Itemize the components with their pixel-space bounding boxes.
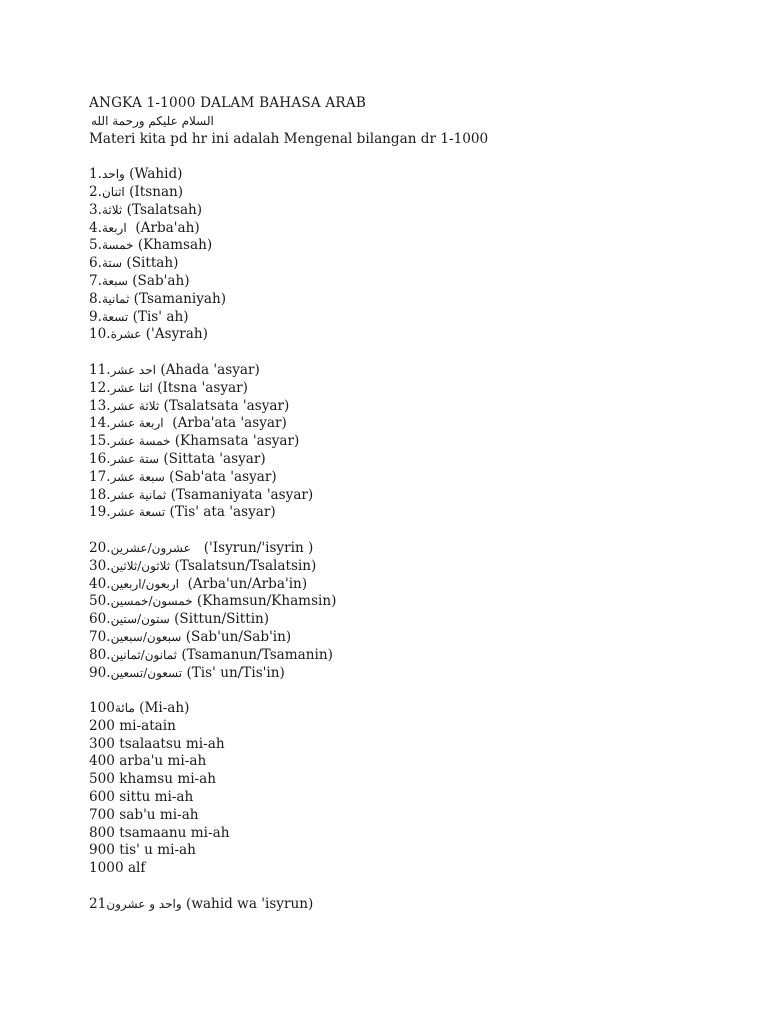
arabic-word: سبعة عشر [110,469,165,484]
list-item [89,771,729,789]
transliteration: (Sittun/Sittin) [174,611,270,628]
list-item [89,451,729,469]
arabic-word: ثلاثون/ثلاثين [110,558,171,573]
number-label: 20. [89,539,111,556]
number-label: 30. [89,557,111,574]
arabic-word: ثمانية [101,291,130,306]
arabic-word: واحد و عشرون [106,896,182,911]
list-item [89,273,729,291]
transliteration: (Wahid) [129,166,183,183]
document-title: ANGKA 1-1000 DALAM BAHASA ARAB [89,95,367,111]
arabic-word: سبعة [101,273,128,288]
list-item [89,380,729,398]
arabic-word: خمسون/خمسين [110,594,193,609]
section-gap [89,878,729,896]
list-item [89,558,729,576]
transliteration: (Sittah) [126,255,179,272]
list-item [89,629,729,647]
arabic-word: اربعون/اربعين [110,576,179,591]
arabic-word: خمسة عشر [110,434,171,449]
number-label: 5. [89,237,102,254]
transliteration: (Ahada 'asyar) [160,361,260,378]
document-content [89,95,729,914]
number-label: 15. [89,433,111,450]
number-label: 80. [89,646,111,663]
list-item [89,700,729,718]
number-label: 3. [89,201,102,218]
list-item [89,842,729,860]
list-item [89,504,729,522]
transliteration: (Tis' un/Tis'in) [186,664,285,681]
transliteration: mi-atain [119,717,176,734]
transliteration: (Mi-ah) [139,700,190,717]
list-item [89,469,729,487]
number-section [89,700,729,878]
arabic-word: ثمانية عشر [110,487,167,502]
transliteration: tis' u mi-ah [119,842,196,859]
transliteration: (Tsalatsah) [126,201,203,218]
transliteration: (Tsalatsun/Tsalatsin) [174,557,317,574]
arabic-word: اربعة [101,220,127,235]
list-item [89,326,729,344]
arabic-word: اربعة عشر [110,416,164,431]
list-item [89,665,729,683]
arabic-word: تسعة عشر [110,505,166,520]
list-item [89,362,729,380]
list-item [89,202,729,220]
transliteration: sab'u mi-ah [119,806,199,823]
list-item [89,540,729,558]
intro-text: Materi kita pd hr ini adalah Mengenal bilangan dr 1-1000 [89,130,489,147]
number-label: 12. [89,379,111,396]
number-label: 7. [89,272,102,289]
list-item [89,736,729,754]
number-label: 800 [89,824,115,841]
number-section [89,540,729,682]
number-label: 6. [89,255,102,272]
number-label: 14. [89,415,111,432]
number-label: 70. [89,628,111,645]
number-label: 1000 [89,860,124,877]
transliteration: (Sab'un/Sab'in) [185,628,292,645]
transliteration: ('Isyrun/'isyrin ) [195,539,314,556]
arabic-word: تسعون/تسعين [110,665,183,680]
list-item [89,860,729,878]
arabic-word: عشرون/عشرين [110,540,191,555]
number-label: 4. [89,219,102,236]
arabic-word: ثمانون/ثمانين [110,647,177,662]
number-label: 9. [89,308,102,325]
number-label: 2. [89,183,102,200]
transliteration: (Sittata 'asyar) [163,450,266,467]
number-section [89,362,729,522]
transliteration: (Tsalatsata 'asyar) [163,397,290,414]
number-label: 50. [89,593,111,610]
arabic-word: ستة [101,256,123,271]
arabic-word: خمسة [101,238,134,253]
number-label: 40. [89,575,111,592]
transliteration: alf [127,860,146,877]
number-label: 18. [89,486,111,503]
list-item [89,487,729,505]
number-label: 60. [89,611,111,628]
number-label: 500 [89,771,115,788]
section-gap [89,522,729,540]
section-gap [89,682,729,700]
transliteration: (Khamsun/Khamsin) [196,593,337,610]
transliteration: (Tsamaniyata 'asyar) [170,486,314,503]
transliteration: (Tis' ata 'asyar) [169,504,276,521]
number-label: 200 [89,717,115,734]
list-item [89,576,729,594]
arabic-word: سبعون/سبعين [110,629,182,644]
transliteration: arba'u mi-ah [119,753,207,770]
number-label: 11. [89,361,111,378]
number-label: 10. [89,326,111,343]
arabic-word: اثنان [101,184,125,199]
transliteration: (Sab'ata 'asyar) [169,468,277,485]
arabic-word: احد عشر [110,362,156,377]
number-label: 100 [89,700,115,717]
list-item [89,415,729,433]
list-item [89,647,729,665]
transliteration: khamsu mi-ah [119,771,217,788]
number-label: 600 [89,789,115,806]
section-gap [89,148,729,166]
transliteration: (Arba'ah) [131,219,200,236]
list-item [89,220,729,238]
number-label: 17. [89,468,111,485]
list-item [89,807,729,825]
number-list [89,148,729,913]
list-item [89,433,729,451]
transliteration: (Tsamaniyah) [133,290,227,307]
number-section [89,896,729,914]
transliteration: tsamaanu mi-ah [119,824,230,841]
transliteration: (Khamsah) [137,237,213,254]
arabic-word: عشرة [110,327,142,342]
number-label: 900 [89,842,115,859]
transliteration: (Sab'ah) [132,272,190,289]
transliteration: (Arba'ata 'asyar) [167,415,287,432]
transliteration: (Tsamanun/Tsamanin) [181,646,333,663]
list-item [89,753,729,771]
number-label: 19. [89,504,111,521]
list-item [89,896,729,914]
transliteration: tsalaatsu mi-ah [119,735,225,752]
transliteration: (Khamsata 'asyar) [174,433,300,450]
number-label: 1. [89,166,102,183]
list-item [89,825,729,843]
list-item [89,166,729,184]
number-label: 21 [89,895,107,912]
number-label: 16. [89,450,111,467]
salam-greeting: السلام عليكم ورحمة الله [91,113,214,128]
number-label: 300 [89,735,115,752]
transliteration: ('Asyrah) [145,326,208,343]
transliteration: (Arba'un/Arba'in) [183,575,308,592]
number-section [89,166,729,344]
section-gap [89,344,729,362]
arabic-word: مائة [114,701,135,716]
arabic-word: ثلاثة [101,202,123,217]
arabic-word: ستون/ستين [110,612,170,627]
transliteration: (Tis' ah) [132,308,189,325]
arabic-word: تسعة [101,309,129,324]
list-item [89,718,729,736]
list-item [89,184,729,202]
list-item [89,789,729,807]
transliteration: (wahid wa 'isyrun) [186,895,314,912]
list-item [89,255,729,273]
arabic-word: اثنا عشر [110,380,153,395]
list-item [89,611,729,629]
transliteration: (Itsnan) [129,183,184,200]
list-item [89,237,729,255]
transliteration: (Itsna 'asyar) [157,379,248,396]
number-label: 90. [89,664,111,681]
number-label: 700 [89,806,115,823]
number-label: 400 [89,753,115,770]
arabic-word: ثلاثة عشر [110,398,160,413]
transliteration: sittu mi-ah [119,789,194,806]
number-label: 8. [89,290,102,307]
arabic-word: واحد [101,167,125,182]
list-item [89,398,729,416]
list-item [89,291,729,309]
arabic-word: ستة عشر [110,451,160,466]
list-item [89,309,729,327]
list-item [89,593,729,611]
number-label: 13. [89,397,111,414]
